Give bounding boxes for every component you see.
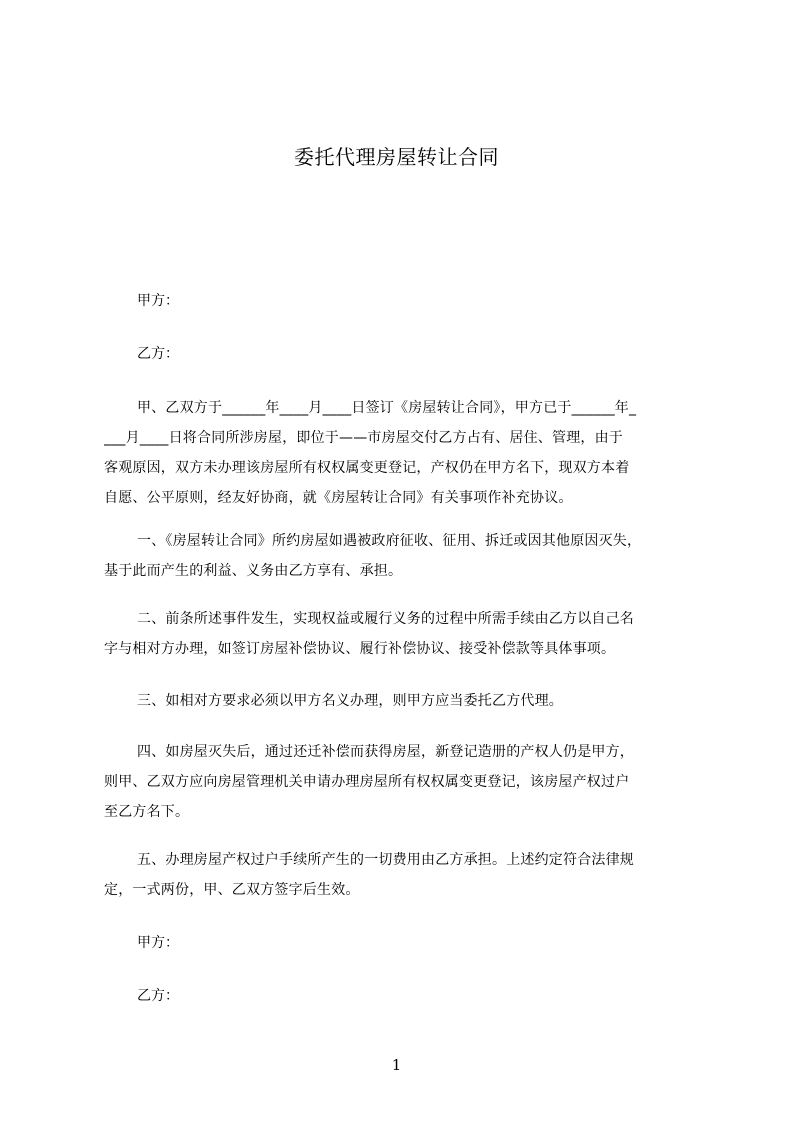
signature-party-b: 乙方： <box>137 988 179 1004</box>
paragraph-clause-5 <box>104 845 702 905</box>
paragraph-line: 则甲、乙双方应向房屋管理机关申请办理房屋所有权权属变更登记，该房屋产权过户 <box>104 774 630 790</box>
paragraph-clause-1 <box>104 526 702 586</box>
paragraph-clause-2 <box>104 604 702 664</box>
party-a-label: 甲方： <box>137 293 179 309</box>
paragraph-line: ___月____日将合同所涉房屋，即位于——市房屋交付乙方占有、居住、管理，由于 <box>104 430 623 446</box>
paragraph-line: 自愿、公平原则，经友好协商，就《房屋转让合同》有关事项作补充协议。 <box>104 490 573 506</box>
paragraph-line: 三、如相对方要求必须以甲方名义办理，则甲方应当委托乙方代理。 <box>137 693 563 709</box>
paragraph-line: 至乙方名下。 <box>104 804 190 820</box>
paragraph-line: 四、如房屋灭失后，通过还迁补偿而获得房屋，新登记造册的产权人仍是甲方， <box>137 744 634 760</box>
paragraph-clause-4 <box>104 737 702 827</box>
paragraph-preamble <box>104 393 702 513</box>
party-b-label: 乙方： <box>137 346 179 362</box>
paragraph-line: 一、《房屋转让合同》所约房屋如遇被政府征收、征用、拆迁或因其他原因灭失， <box>137 533 642 549</box>
signature-party-a: 甲方： <box>137 935 179 951</box>
page-number: 1 <box>391 1056 402 1074</box>
paragraph-line: 基于此而产生的利益、义务由乙方享有、承担。 <box>104 563 403 579</box>
paragraph-line: 五、办理房屋产权过户手续所产生的一切费用由乙方承担。上述约定符合法律规 <box>137 852 634 868</box>
contract-title: 委托代理房屋转让合同 <box>294 145 499 169</box>
paragraph-line: 二、前条所述事件发生，实现权益或履行义务的过程中所需手续由乙方以自己名 <box>137 611 634 627</box>
paragraph-line: 客观原因，双方未办理该房屋所有权权属变更登记，产权仍在甲方名下，现双方本着 <box>104 460 630 476</box>
paragraph-clause-3 <box>104 686 702 716</box>
paragraph-line: 定，一式两份，甲、乙双方签字后生效。 <box>104 882 360 898</box>
paragraph-line: 甲、乙双方于______年____月____日签订《房屋转让合同》，甲方已于______年_ <box>137 400 637 416</box>
paragraph-line: 字与相对方办理，如签订房屋补偿协议、履行补偿协议、接受补偿款等具体事项。 <box>104 641 616 657</box>
